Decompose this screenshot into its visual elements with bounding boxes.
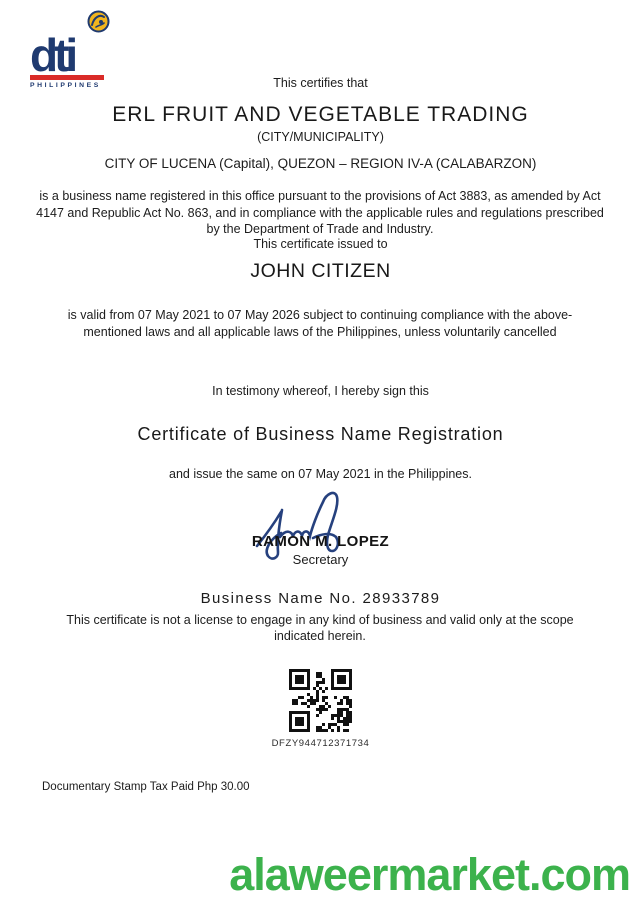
business-name: ERL FRUIT AND VEGETABLE TRADING — [112, 103, 529, 126]
business-name-qualifier: (CITY/MUNICIPALITY) — [257, 130, 384, 144]
signatory-position: Secretary — [292, 552, 349, 567]
disclaimer-text: This certificate is not a license to engage in any kind of business and valid only at the scope indicated herein. — [66, 613, 574, 643]
validity-paragraph: is valid from 07 May 2021 to 07 May 2026 subject to continuing compliance with the above-mentioned laws and all applicable laws of the Philippines, unless voluntarily cancelled — [67, 308, 573, 339]
stamp-tax-line: Documentary Stamp Tax Paid Php 30.00 — [42, 781, 250, 793]
issued-to-line: This certificate issued to — [253, 237, 388, 251]
testimony-line: In testimony whereof, I hereby sign this — [212, 384, 429, 398]
certifies-line: This certifies that — [273, 76, 368, 90]
dti-emblem-icon — [87, 10, 110, 38]
location-line: CITY OF LUCENA (Capital), QUEZON – REGION IV-A (CALABARZON) — [104, 156, 537, 171]
dti-logo-text: dti — [30, 29, 75, 81]
watermark-text: alaweermarket.com — [229, 849, 630, 900]
dti-logo-top — [30, 8, 108, 81]
business-name-number: Business Name No. 28933789 — [200, 590, 441, 607]
dti-country-label: PHILIPPINES — [30, 82, 101, 89]
qr-code — [289, 669, 352, 732]
qr-code-text: DFZY944712371734 — [271, 738, 370, 749]
issue-date-line: and issue the same on 07 May 2021 in the Philippines. — [169, 467, 472, 481]
registration-paragraph: is a business name registered in this office pursuant to the provisions of Act 3883, as amended by Act 4147 and Republic Act No. 863, and in compliance with the applicable rules and regulations prescribed by the Department of Trade and Industry. — [36, 189, 604, 236]
certificate-title: Certificate of Business Name Registration — [137, 424, 504, 444]
signatory-name: RAMON M. LOPEZ — [251, 533, 390, 550]
owner-name: JOHN CITIZEN — [250, 260, 391, 282]
